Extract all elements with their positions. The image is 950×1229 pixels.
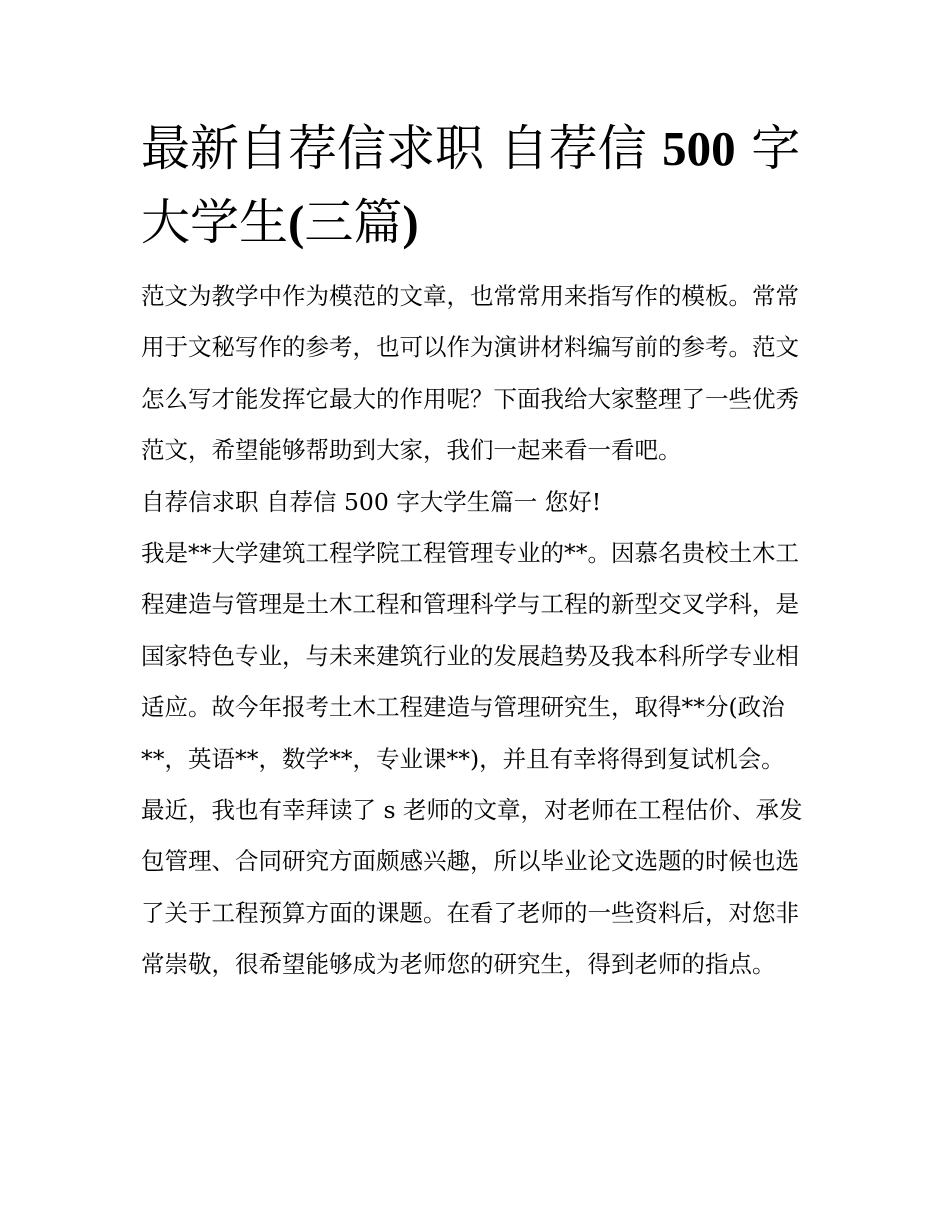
letter-heading: 自荐信求职 自荐信 500 字大学生篇一 您好!: [141, 487, 602, 516]
document-body: [141, 271, 813, 991]
document-title: [141, 112, 813, 260]
title-paren-close: ): [402, 195, 419, 250]
body-paragraph-1: 我是**大学建筑工程学院工程管理专业的**。因慕名贵校土木工程建造与管理是土木工程和管理科学与工程的新型交叉学科，是国家特色专业，与未来建筑行业的发展趋势及我本科所学专业相适应。故今年报考土木工程建造与管理研究生，取得**分(政治**，英语**，数学**，专业课**)，并且有幸将得到复试机会。: [141, 539, 799, 773]
title-number: 500: [662, 121, 736, 176]
intro-paragraph: 范文为教学中作为模范的文章，也常常用来指写作的模板。常常用于文秘写作的参考，也可以作为演讲材料编写前的参考。范文怎么写才能发挥它最大的作用呢？下面我给大家整理了一些优秀范文，希望能够帮助到大家，我们一起来看一看吧。: [141, 282, 799, 465]
title-text-3: 三篇: [304, 194, 403, 251]
title-paren-open: (: [288, 195, 305, 250]
body-paragraph-2: 最近，我也有幸拜读了 s 老师的文章，对老师在工程估价、承发包管理、合同研究方面颇感兴趣，所以毕业论文选题的时候也选了关于工程预算方面的课题。在看了老师的一些资料后，对您非常崇敬，很希望能够成为老师您的研究生，得到老师的指点。: [141, 796, 803, 979]
title-text-2: 字大学生: [141, 120, 801, 251]
title-text-1: 最新自荐信求职 自荐信: [141, 120, 647, 177]
document-page: [141, 112, 813, 991]
